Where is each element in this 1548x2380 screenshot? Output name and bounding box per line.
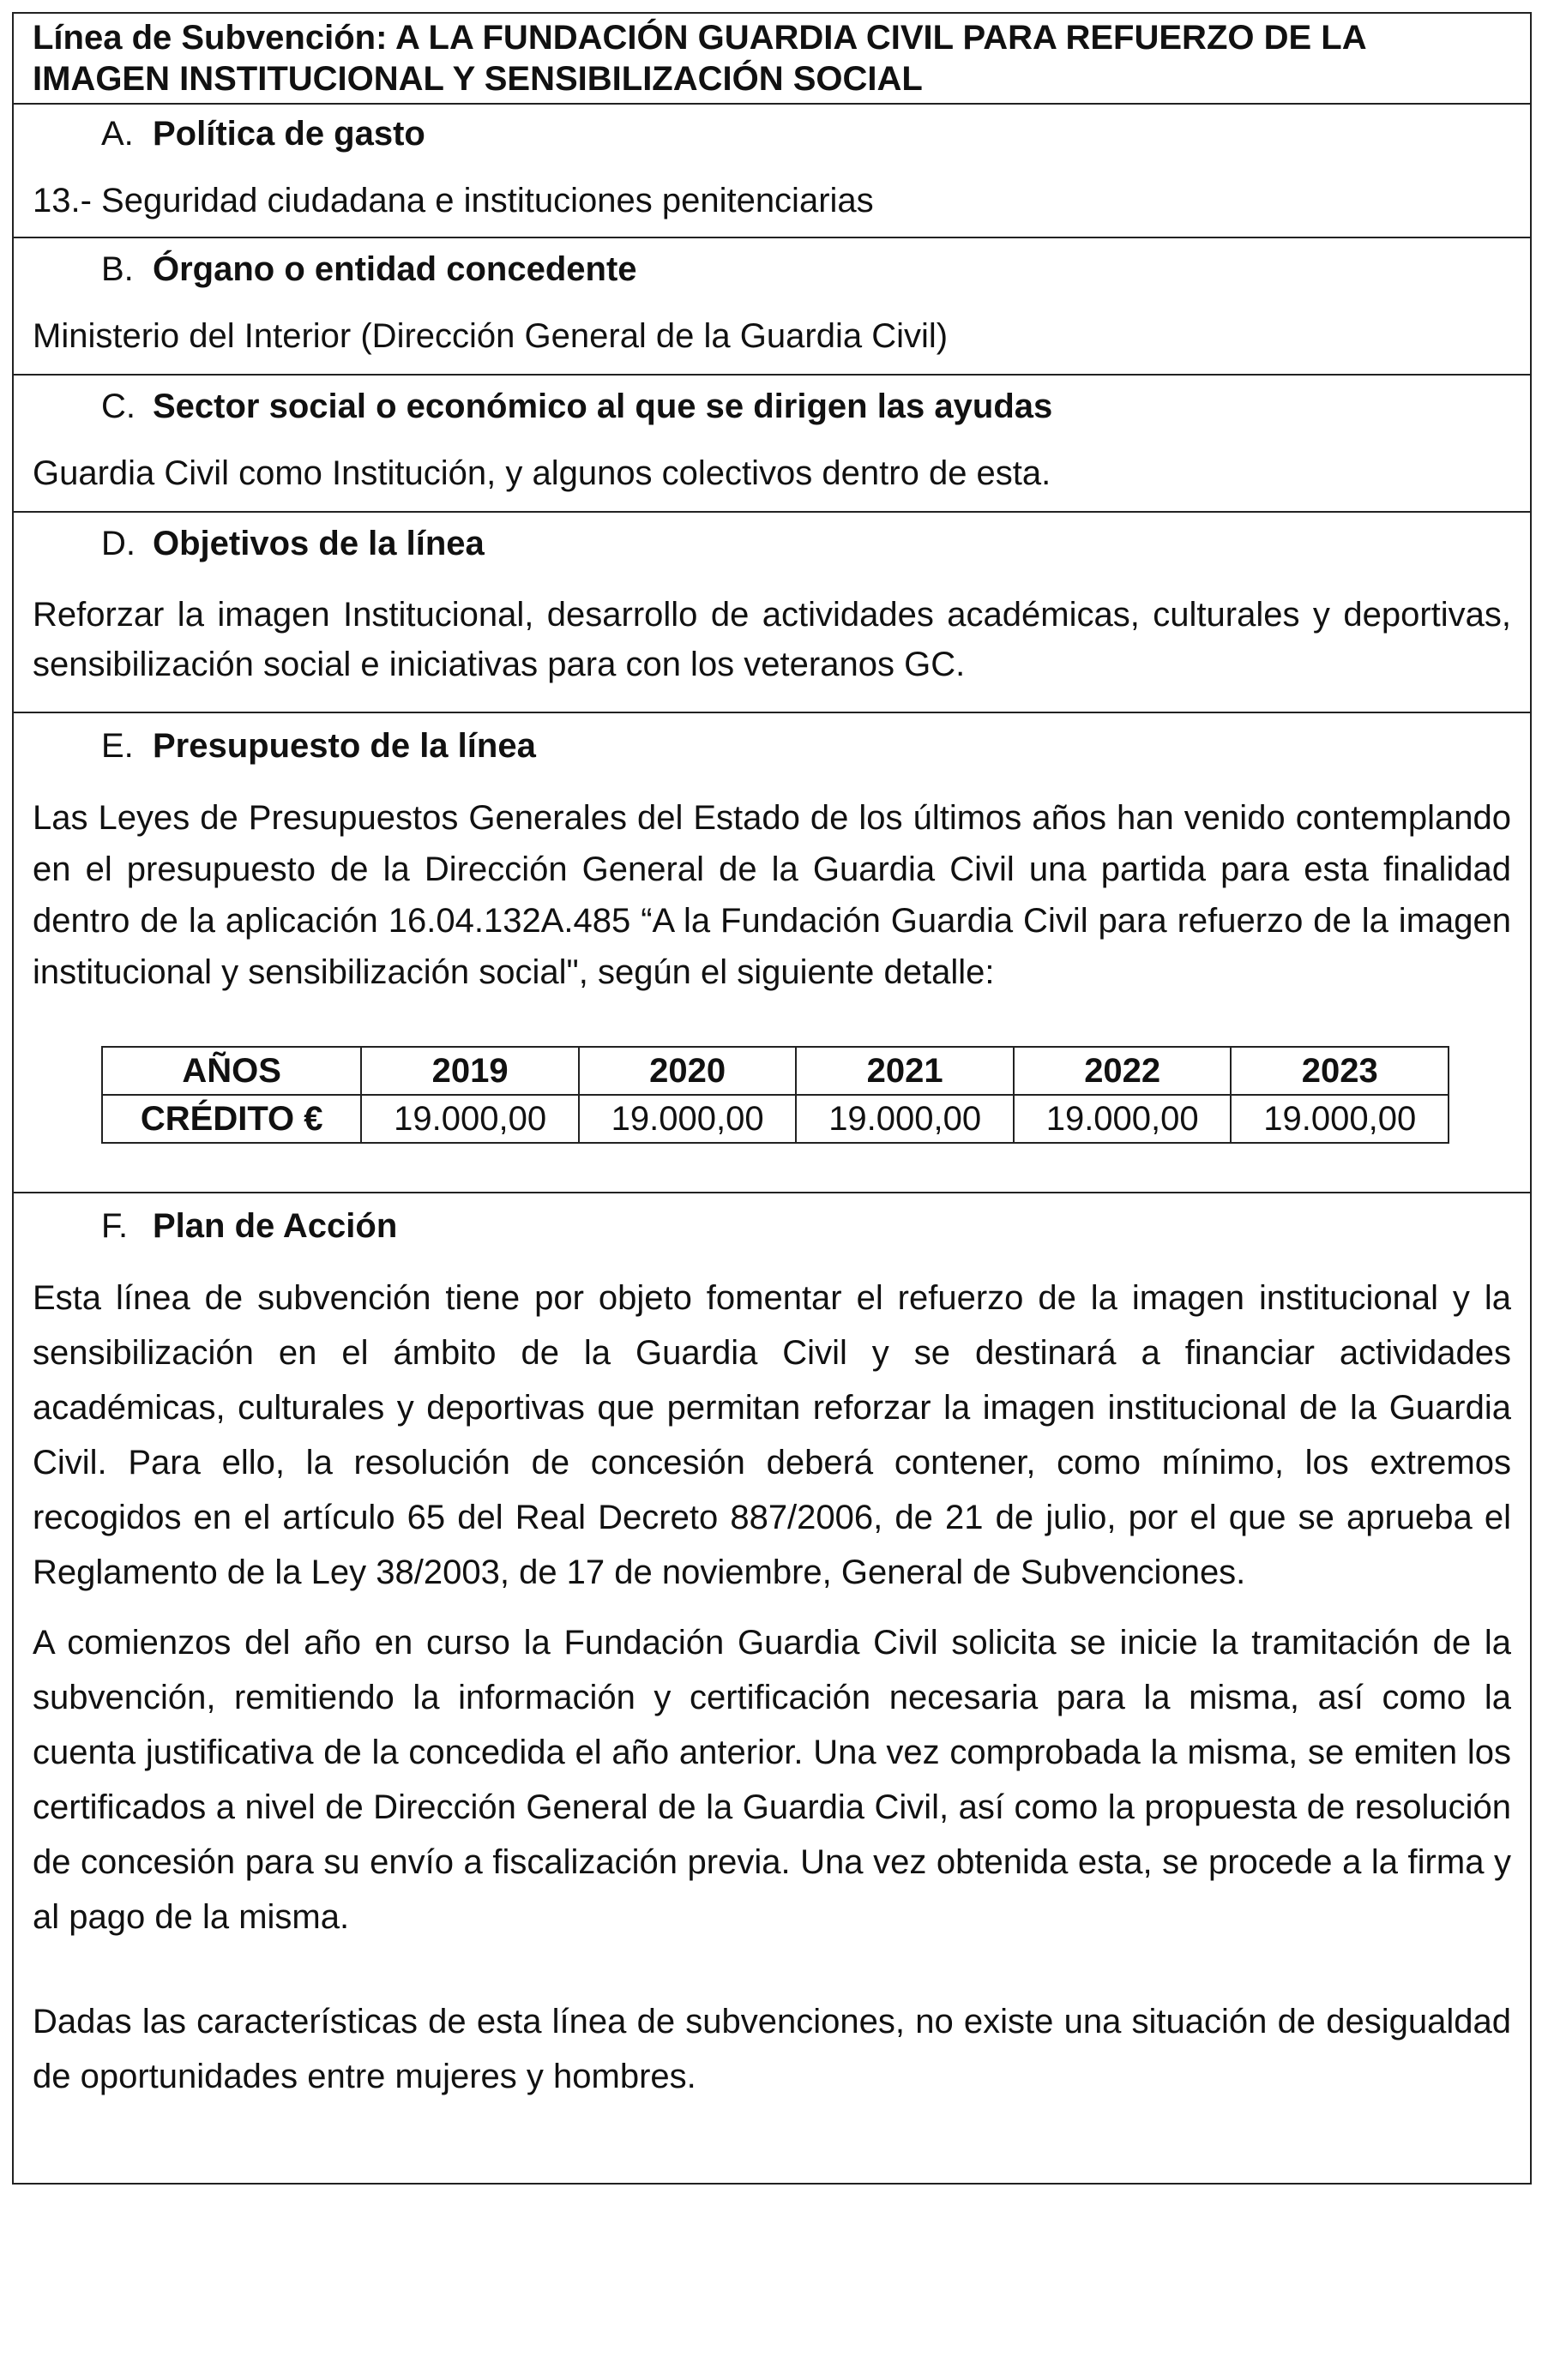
section-d-text: Reforzar la imagen Institucional, desarrollo de actividades académicas, culturales y deportivas, sensibilización social e iniciativas para con los veteranos GC. xyxy=(33,596,1511,683)
budget-credit-row xyxy=(102,1095,1449,1143)
year-cell: 2020 xyxy=(579,1047,797,1095)
section-e-text: Las Leyes de Presupuestos Generales del Estado de los últimos años han venido contemplando en el presupuesto de la Dirección General de la Guardia Civil una partida para esta finalidad dentro de la aplicación 16.04.132A.485 “A la Fundación Guardia Civil para refuerzo de la imagen institucional y sensibilización social", según el siguiente detalle: xyxy=(33,799,1511,991)
year-cell: 2023 xyxy=(1231,1047,1449,1095)
section-b-text: Ministerio del Interior (Dirección General de la Guardia Civil) xyxy=(33,317,949,355)
budget-table xyxy=(101,1046,1449,1144)
section-letter: A. xyxy=(101,115,134,153)
year-cell: 2019 xyxy=(361,1047,579,1095)
subsidy-document xyxy=(12,12,1532,2185)
document-title: Línea de Subvención: A LA FUNDACIÓN GUARDIA CIVIL PARA REFUERZO DE LA IMAGEN INSTITUCIONAL Y SENSIBILIZACIÓN SOCIAL xyxy=(33,19,1366,98)
section-f-paragraph-1: Esta línea de subvención tiene por objeto fomentar el refuerzo de la imagen institucional y la sensibilización en el ámbito de la Guardia Civil y se destinará a financiar actividades académicas, culturales y deportivas que permitan reforzar la imagen institucional de la Guardia Civil. Para ello, la resolución de concesión deberá contener, como mínimo, los extremos recogidos en el artículo 65 del Real Decreto 887/2006, de 21 de julio, por el que se aprueba el Reglamento de la Ley 38/2003, de 17 de noviembre, General de Subvenciones. xyxy=(33,1279,1511,1591)
section-letter: D. xyxy=(101,525,136,562)
section-a-heading xyxy=(101,105,1511,154)
section-d-heading xyxy=(101,513,1511,564)
section-b xyxy=(14,238,1530,376)
section-letter: E. xyxy=(101,727,134,765)
credit-cell: 19.000,00 xyxy=(1231,1095,1449,1143)
section-e-heading xyxy=(101,713,1511,766)
section-e xyxy=(14,713,1530,1193)
section-f-paragraph-2: A comienzos del año en curso la Fundación Guardia Civil solicita se inicie la tramitación de la subvención, remitiendo la información y certificación necesaria para la misma, así como la cuenta justificativa de la concedida el año anterior. Una vez comprobada la misma, se emiten los certificados a nivel de Dirección General de la Guardia Civil, así como la propuesta de resolución de concesión para su envío a fiscalización previa. Una vez obtenida esta, se procede a la firma y al pago de la misma. xyxy=(33,1624,1511,1936)
section-b-heading xyxy=(101,238,1511,290)
credit-cell: 19.000,00 xyxy=(579,1095,797,1143)
section-f-paragraph-3: Dadas las características de esta línea de subvenciones, no existe una situación de desigualdad de oportunidades entre mujeres y hombres. xyxy=(33,2003,1511,2095)
section-f xyxy=(14,1193,1530,2104)
section-a-text: 13.- Seguridad ciudadana e instituciones penitenciarias xyxy=(33,182,874,219)
year-cell: 2021 xyxy=(796,1047,1014,1095)
section-letter: C. xyxy=(101,388,136,425)
document-title-section xyxy=(14,14,1530,105)
budget-years-row xyxy=(102,1047,1449,1095)
credit-header-cell: CRÉDITO € xyxy=(102,1095,361,1143)
section-label: Objetivos de la línea xyxy=(153,525,485,562)
section-label: Plan de Acción xyxy=(153,1207,398,1245)
section-f-heading xyxy=(101,1193,1511,1247)
section-label: Presupuesto de la línea xyxy=(153,727,536,765)
section-label: Sector social o económico al que se dirigen las ayudas xyxy=(153,388,1053,425)
section-c-text: Guardia Civil como Institución, y algunos colectivos dentro de esta. xyxy=(33,454,1051,492)
section-label: Órgano o entidad concedente xyxy=(153,250,637,288)
credit-cell: 19.000,00 xyxy=(796,1095,1014,1143)
section-c-heading xyxy=(101,376,1511,427)
section-c xyxy=(14,376,1530,513)
years-header-cell: AÑOS xyxy=(102,1047,361,1095)
section-label: Política de gasto xyxy=(153,115,425,153)
credit-cell: 19.000,00 xyxy=(361,1095,579,1143)
section-d xyxy=(14,513,1530,713)
section-a xyxy=(14,105,1530,238)
year-cell: 2022 xyxy=(1014,1047,1232,1095)
credit-cell: 19.000,00 xyxy=(1014,1095,1232,1143)
section-letter: F. xyxy=(101,1207,129,1245)
section-letter: B. xyxy=(101,250,134,288)
